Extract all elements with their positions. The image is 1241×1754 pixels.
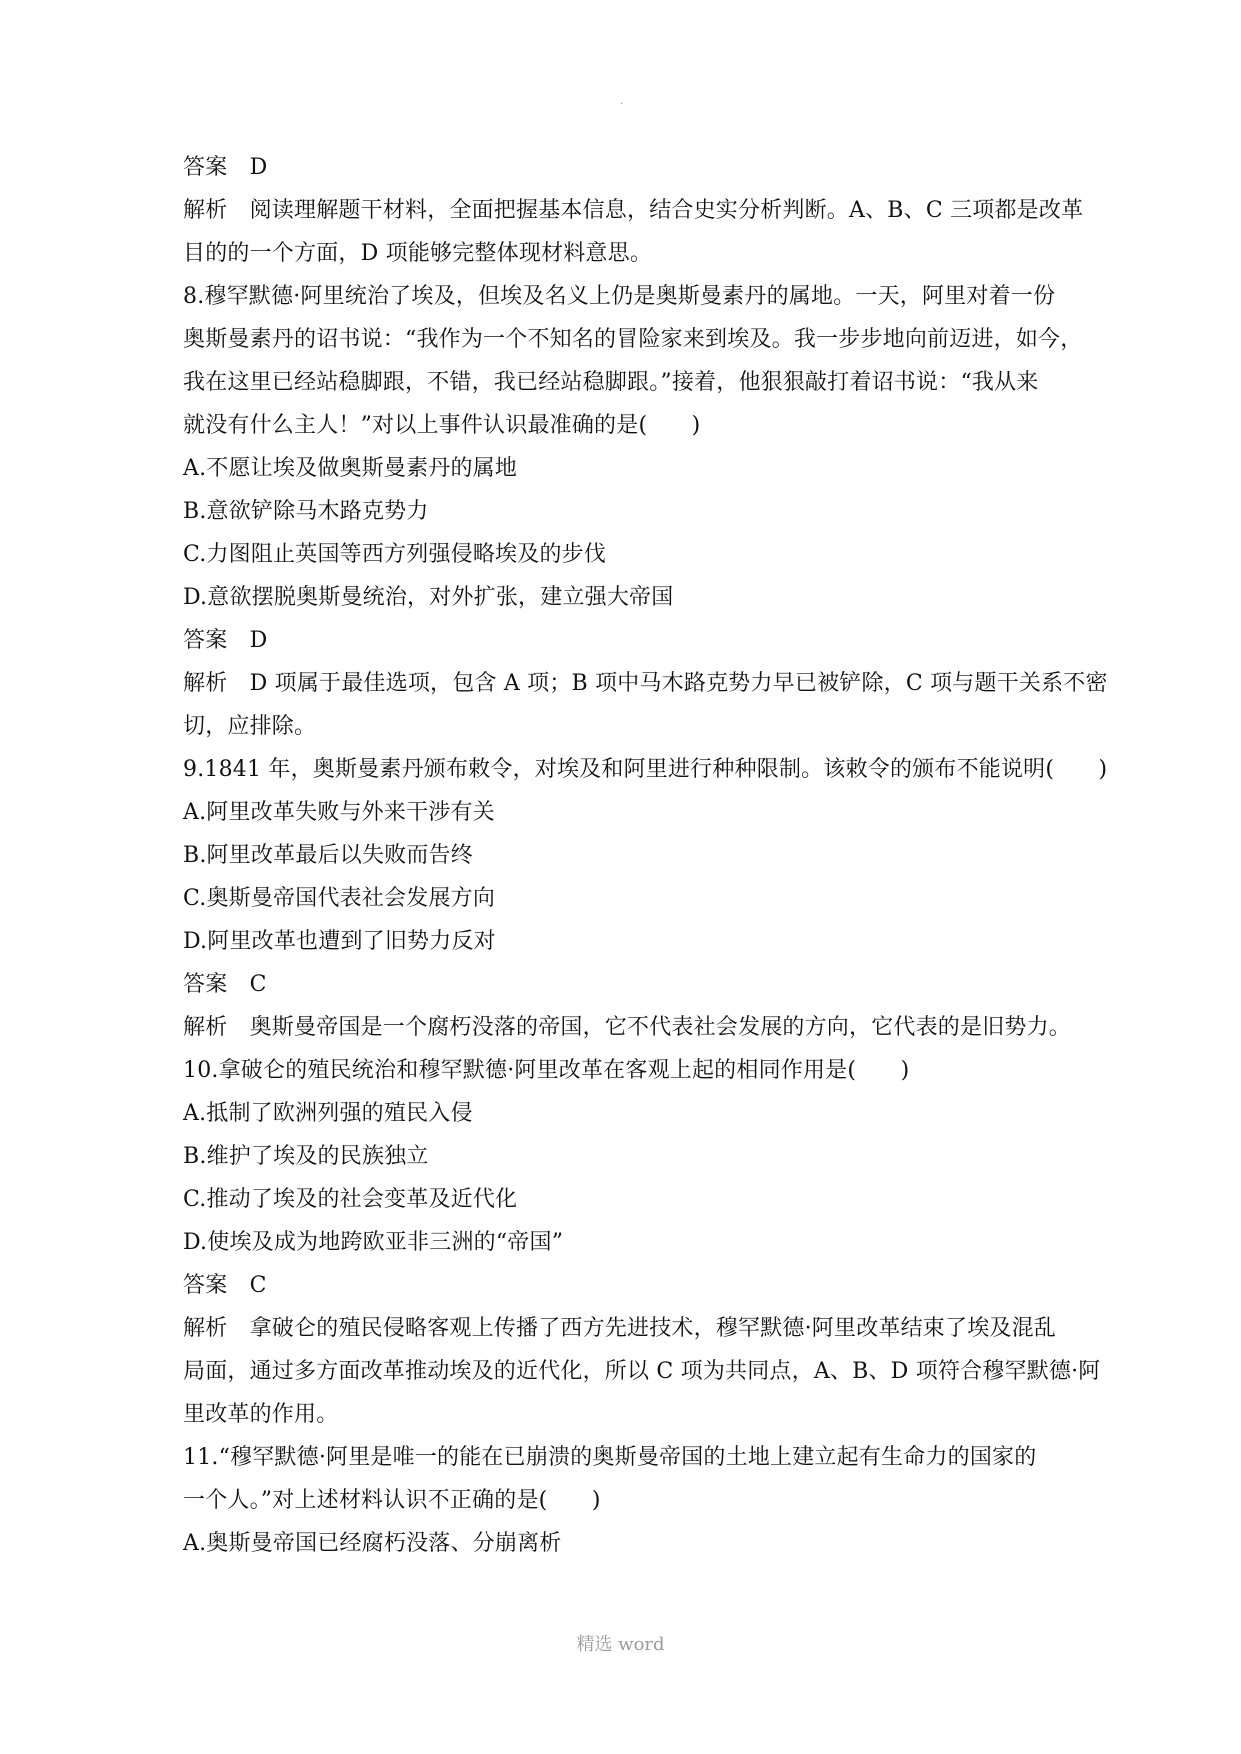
analysis-line: 里改革的作用。 [183, 1402, 339, 1427]
option-line: B.维护了埃及的民族独立 [183, 1144, 429, 1169]
analysis-line: 切，应排除。 [183, 714, 317, 739]
option-line: A.不愿让埃及做奥斯曼素丹的属地 [183, 456, 518, 481]
answer-line: 答案 D [183, 155, 268, 180]
question-line: 我在这里已经站稳脚跟，不错，我已经站稳脚跟。”接着，他狠狠敲打着诏书说：“我从来 [183, 370, 1039, 395]
question-line: 就没有什么主人！”对以上事件认识最准确的是( ) [183, 413, 701, 438]
analysis-line: 目的的一个方面，D 项能够完整体现材料意思。 [183, 241, 653, 266]
option-line: B.意欲铲除马木路克势力 [183, 499, 429, 524]
answer-line: 答案 C [183, 972, 267, 997]
option-line: D.阿里改革也遭到了旧势力反对 [183, 929, 496, 954]
question-line: 一个人。”对上述材料认识不正确的是( ) [183, 1488, 601, 1513]
answer-line: 答案 C [183, 1273, 267, 1298]
option-line: D.意欲摆脱奥斯曼统治，对外扩张，建立强大帝国 [183, 585, 674, 610]
question-line: 11.“穆罕默德·阿里是唯一的能在已崩溃的奥斯曼帝国的土地上建立起有生命力的国家的 [183, 1445, 1037, 1470]
question-line: 8.穆罕默德·阿里统治了埃及，但埃及名义上仍是奥斯曼素丹的属地。一天，阿里对着一份 [183, 284, 1056, 309]
analysis-line: 解析 奥斯曼帝国是一个腐朽没落的帝国，它不代表社会发展的方向，它代表的是旧势力。 [183, 1015, 1072, 1040]
page-marker-dot: . [620, 96, 624, 107]
answer-line: 答案 D [183, 628, 268, 653]
option-line: A.奥斯曼帝国已经腐朽没落、分崩离析 [183, 1531, 562, 1556]
analysis-line: 局面，通过多方面改革推动埃及的近代化，所以 C 项为共同点，A、B、D 项符合穆罕默德·阿 [183, 1359, 1101, 1384]
option-line: A.阿里改革失败与外来干涉有关 [183, 800, 495, 825]
document-body [183, 146, 1108, 1565]
analysis-line: 解析 D 项属于最佳选项，包含 A 项；B 项中马木路克势力早已被铲除，C 项与题干关系不密 [183, 671, 1108, 696]
question-line: 10.拿破仑的殖民统治和穆罕默德·阿里改革在客观上起的相同作用是( ) [183, 1058, 910, 1083]
option-line: D.使埃及成为地跨欧亚非三洲的“帝国” [183, 1230, 564, 1255]
option-line: A.抵制了欧洲列强的殖民入侵 [183, 1101, 473, 1126]
question-line: 奥斯曼素丹的诏书说：“我作为一个不知名的冒险家来到埃及。我一步步地向前迈进，如今， [183, 327, 1083, 352]
option-line: B.阿里改革最后以失败而告终 [183, 843, 473, 868]
page-footer: 精选 word [576, 1634, 665, 1655]
analysis-line: 解析 拿破仑的殖民侵略客观上传播了西方先进技术，穆罕默德·阿里改革结束了埃及混乱 [183, 1316, 1056, 1341]
analysis-line: 解析 阅读理解题干材料，全面把握基本信息，结合史实分析判断。A、B、C 三项都是改革 [183, 198, 1084, 223]
option-line: C.力图阻止英国等西方列强侵略埃及的步伐 [183, 542, 607, 567]
question-line: 9.1841 年，奥斯曼素丹颁布敕令，对埃及和阿里进行种种限制。该敕令的颁布不能说明( ) [183, 757, 1108, 782]
option-line: C.奥斯曼帝国代表社会发展方向 [183, 886, 496, 911]
option-line: C.推动了埃及的社会变革及近代化 [183, 1187, 518, 1212]
